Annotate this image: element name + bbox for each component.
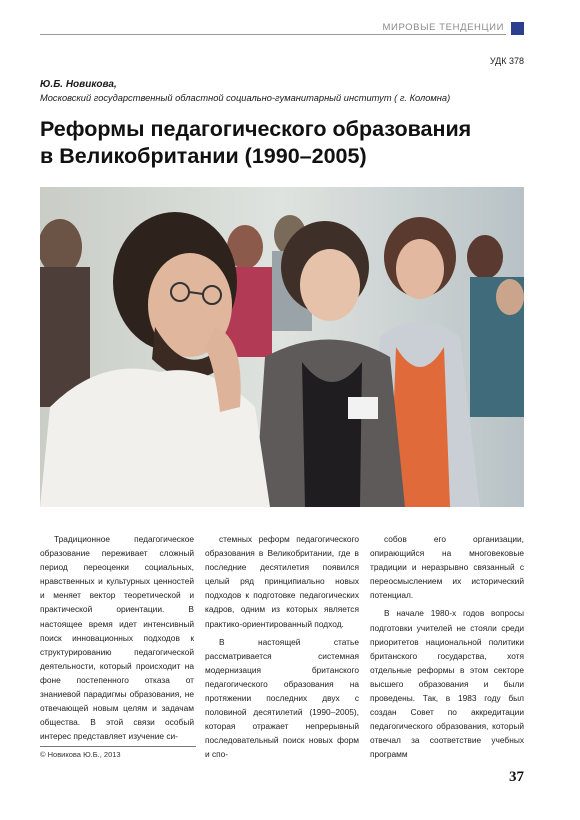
title-line-2: в Великобритании (1990–2005) (40, 144, 367, 168)
paragraph: стемных реформ педагогического образования в Великобритании, где в последние десятилетия появился целый ряд принципиально новых подходов к подготовке педагогических кадров, одним из которых является практико-ориентированный подход. (205, 534, 359, 629)
author-affiliation: Московский государственный областной социально-гуманитарный институт ( г. Коломна) (40, 93, 451, 103)
body-column-1 (40, 532, 194, 743)
footnote-rule (40, 746, 196, 747)
page-number: 37 (509, 769, 524, 785)
header-rule (40, 34, 506, 35)
paragraph: В начале 1980-х годов вопросы подготовки учителей не стояли среди приоритетов национальной политики британского государства, хотя отдельные реформы в этом секторе высшего образования и были проведены. Так, в 1983 году был создан Совет по аккредитации педагогического образования, который отвечал за соответствие учебных программ (370, 608, 524, 760)
section-marker (511, 22, 524, 35)
author-name: Ю.Б. Новикова, (40, 79, 117, 90)
body-column-3 (370, 532, 524, 762)
article-title (40, 116, 540, 170)
paragraph: собов его организации, опирающийся на многовековые традиции и неразрывно связанный с переосмыслением их исторический потенциал. (370, 534, 524, 601)
copyright-footnote: © Новикова Ю.Б., 2013 (40, 750, 121, 759)
paragraph: Традиционное педагогическое образование переживает сложный период переоценки социальных, нравственных и культурных ценностей и меняет вектор теоретической и практической ориентации. В настоящее время идет интенсивный поиск инновационных подходов к структурированию педагогической деятельности, который происходит на фоне постепенного отказа от знаниевой парадигмы образования, не отвечающей новым целям и задачам общества. В этой связи особый интерес представляет изучение си- (40, 534, 194, 742)
photo-illustration (40, 187, 524, 507)
paragraph: В настоящей статье рассматривается системная модернизация британского педагогического образования на протяжении последних двух с половиной десятилетий (1990–2005), которая отражает непрерывный последовательный поиск новых форм и спо- (205, 636, 359, 760)
section-label: МИРОВЫЕ ТЕНДЕНЦИИ (382, 22, 504, 33)
title-line-1: Реформы педагогического образования (40, 117, 472, 141)
udc-code: УДК 378 (489, 56, 524, 66)
conference-photo (40, 187, 524, 507)
body-column-2 (205, 532, 359, 762)
